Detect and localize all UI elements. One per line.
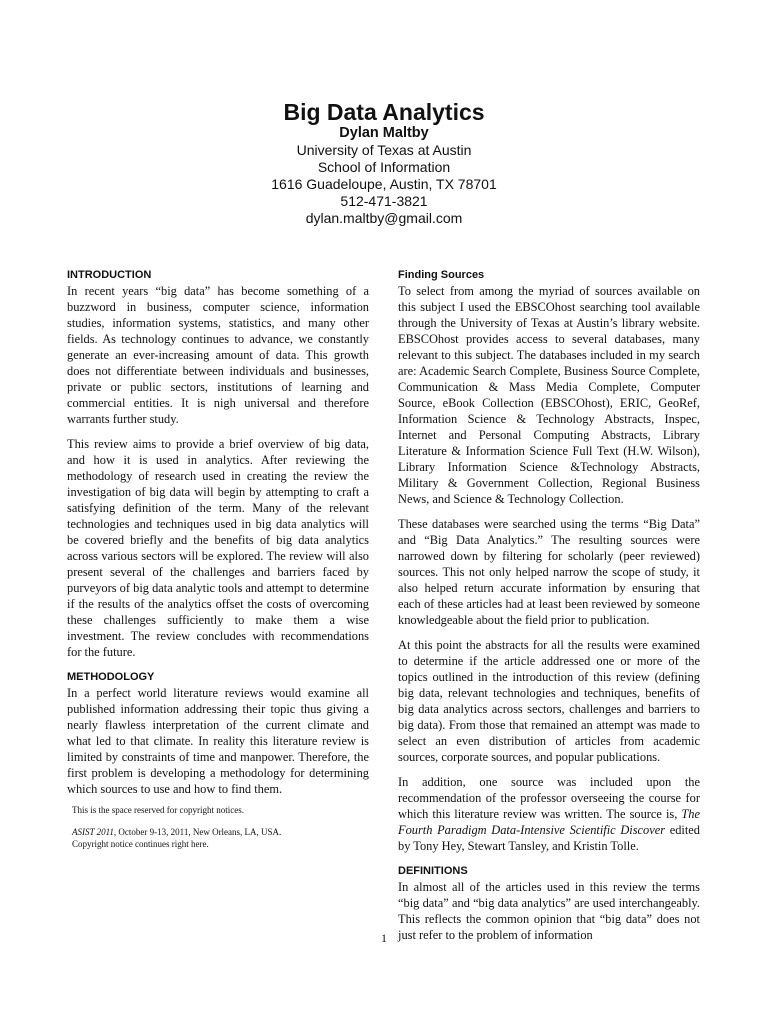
author-affiliation: University of Texas at Austin [296,142,472,158]
introduction-paragraph-2: This review aims to provide a brief overview of big data, and how it is used in analytics. After reviewing the methodology of research used in creating the review the investigation of big data will begin by attempting to craft a satisfying definition of the term. Many of the relevant technologies and techniques used in big data analytics will be covered briefly and the benefits of big data analytics across various sectors will be explored. The review will also present several of the challenges and barriers faced by purveyors of big data analytic tools and attempt to determine if the results of the analytics offset the costs of overcoming these challenges sufficiently to make them a wise investment. The review concludes with recommendations for the future. [67,437,369,659]
author-email: dylan.maltby@gmail.com [305,210,463,226]
author-name: Dylan Maltby [339,125,429,141]
author-address: 1616 Guadeloupe, Austin, TX 78701 [271,176,497,192]
finding-sources-p4-end: edited by Tony Hey, Stewart Tansley, and Kristin Tolle. [398,823,700,853]
introduction-heading: INTRODUCTION [67,269,152,281]
methodology-heading: METHODOLOGY [67,671,155,683]
paper-title: Big Data Analytics [283,99,485,125]
author-phone: 512-471-3821 [340,193,428,209]
left-column [67,268,369,807]
introduction-section [67,268,369,660]
author-block [0,125,768,227]
conference-details: , October 9-13, 2011, New Orleans, LA, USA. [113,827,282,837]
page-number: 1 [381,931,387,945]
finding-sources-p4-start: In addition, one source was included upon the recommendation of the professor overseeing the course for which this literature review was written. The source is, [398,775,700,821]
conference-name: ASIST 2011 [72,827,114,837]
finding-sources-heading: Finding Sources [398,269,485,281]
cited-book-title: The Fourth Paradigm Data-Intensive Scientific Discover [398,807,700,837]
methodology-section [67,670,369,797]
conference-line [72,826,372,838]
copyright-notice: This is the space reserved for copyright notices. [72,805,244,815]
definitions-heading: DEFINITIONS [398,865,468,877]
author-department: School of Information [317,159,451,175]
finding-sources-paragraph-4 [398,774,700,854]
right-column [398,268,700,953]
methodology-paragraph-1: In a perfect world literature reviews would examine all published information addressing their topic thus giving a nearly flawless interpretation of the current climate and what led to that climate. In reality this literature review is limited by constraints of time and manpower. Therefore, the first problem is developing a methodology for determining which sources to use and how to find them. [67,686,369,796]
finding-sources-paragraph-2: These databases were searched using the terms “Big Data” and “Big Data Analytics.” The resulting sources were narrowed down by filtering for scholarly (peer reviewed) sources. This not only helped narrow the scope of study, it also helped return accurate information by ensuring that each of these articles had at least been reviewed by someone knowledgeable about the field prior to publication. [398,517,700,627]
finding-sources-section [398,268,700,854]
definitions-paragraph-1: In almost all of the articles used in this review the terms “big data” and “big data analytics” are used interchangeably. This reflects the common opinion that “big data” does not just refer to the problem of information [398,880,700,942]
finding-sources-paragraph-3: At this point the abstracts for all the results were examined to determine if the article addressed one or more of the topics outlined in the introduction of this review (defining big data, relevant technologies and techniques, benefits of big data analytics across sectors, challenges and barriers to big data). From those that remained an attempt was made to select an even distribution of articles from academic sources, corporate sources, and popular publications. [398,638,700,764]
finding-sources-paragraph-1: To select from among the myriad of sources available on this subject I used the EBSCOhost searching tool available through the University of Texas at Austin’s library website. EBSCOhost provides access to several databases, many relevant to this subject. The databases included in my search are: Academic Search Complete, Business Source Complete, Communication & Mass Media Complete, Computer Source, eBook Collection (EBSCOhost), ERIC, GeoRef, Information Science & Technology Abstracts, Inspec, Internet and Personal Computing Abstracts, Library Literature & Information Science Full Text (H.W. Wilson), Library Information Science &Technology Abstracts, Military & Government Collection, Regional Business News, and Science & Technology Collection. [398,284,700,506]
copyright-continues: Copyright notice continues right here. [72,839,209,849]
copyright-block [72,804,372,860]
introduction-paragraph-1: In recent years “big data” has become something of a buzzword in business, computer science, information studies, information systems, statistics, and many other fields. As technology continues to advance, we constantly generate an ever-increasing amount of data. This growth does not differentiate between individuals and businesses, private or public sectors, institutions of learning and commercial entities. It is nigh universal and therefore warrants further study. [67,284,369,426]
